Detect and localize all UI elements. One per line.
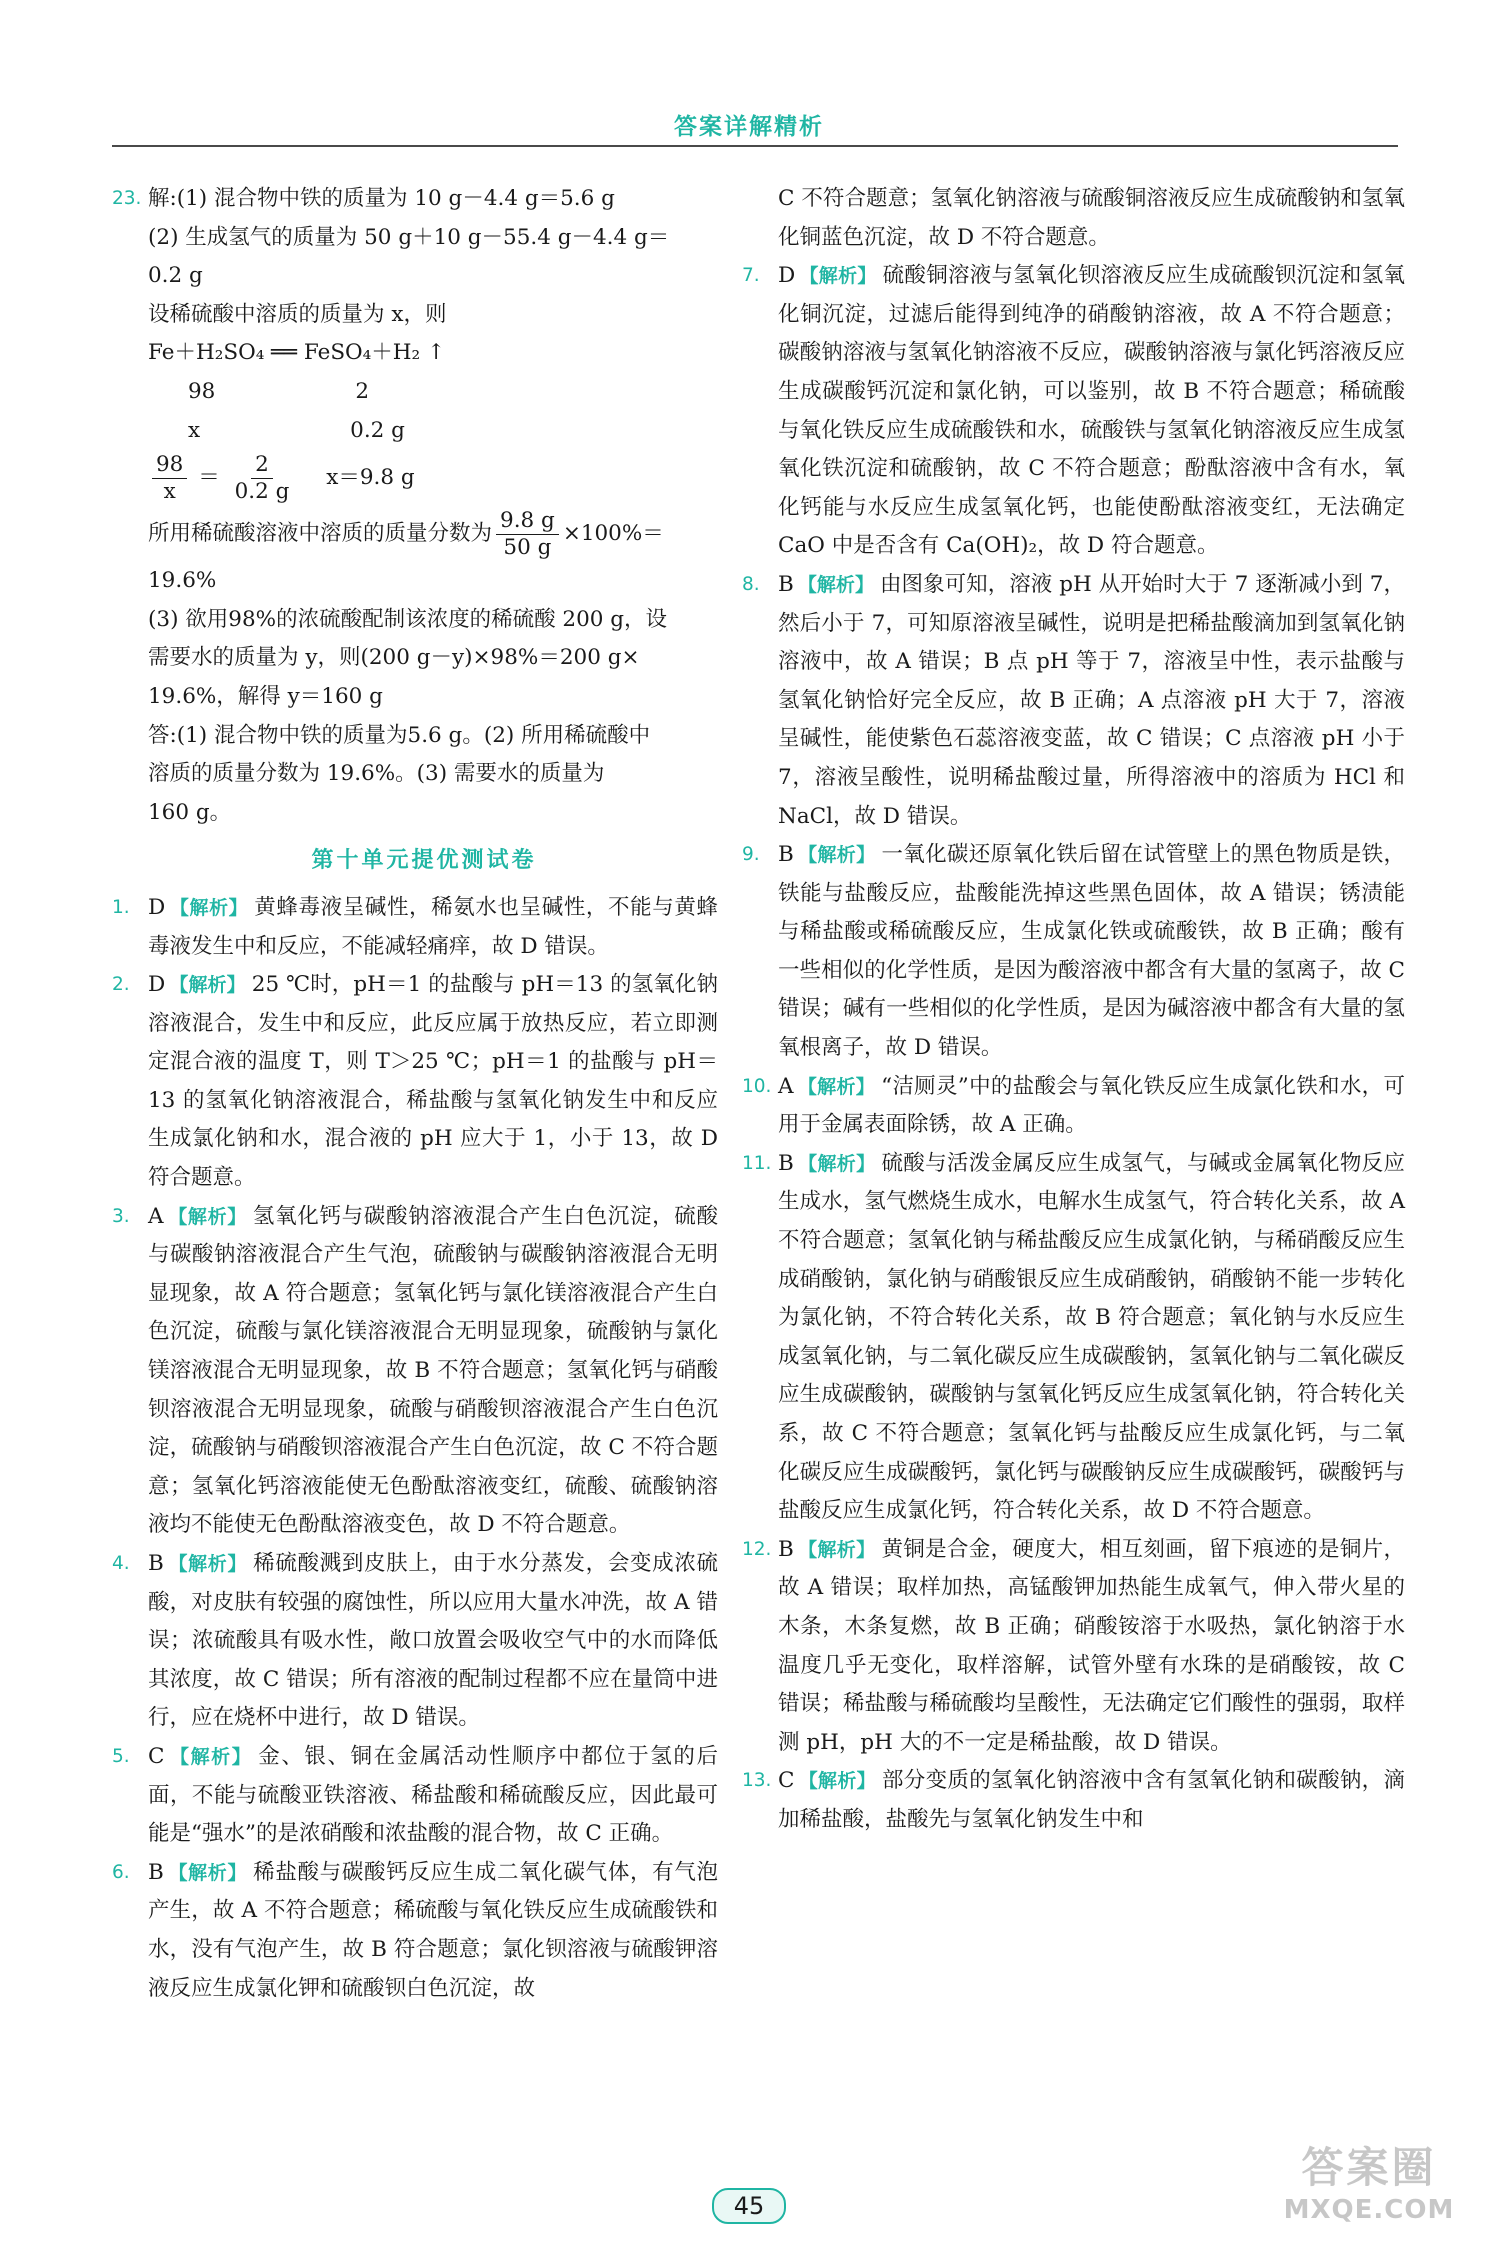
analysis-text: 一氧化碳还原氧化铁后留在试管壁上的黑色物质是铁，铁能与盐酸反应，盐酸能洗掉这些黑色固体，故 A 错误；锈渍能与稀盐酸或稀硫酸反应，生成氯化铁或硫酸铁，故 B 正确；酸有一些相似的化学性质，是因为酸溶液中都含有大量的氢离子，故 C 错误；碱有一些相似的化学性质，是因为碱溶液中都含有大量的氢氧根离子，故 D 错误。 — [778, 842, 1405, 1061]
analysis-text: 黄蜂毒液呈碱性，稀氨水也呈碱性，不能与黄蜂毒液发生中和反应，不能减轻痛痒，故 D 错误。 — [148, 894, 718, 959]
analysis-text: 金、银、铜在金属活动性顺序中都位于氢的后面，不能与硫酸亚铁溶液、稀盐酸和稀硫酸反应，因此最可能是“强水”的是浓硝酸和浓盐酸的混合物，故 C 正确。 — [148, 1743, 718, 1847]
right-column — [742, 180, 1405, 1840]
analysis-text: 硫酸与活泼金属反应生成氢气，与碱或金属氧化物反应生成水，氢气燃烧生成水，电解水生成氢气，符合转化关系，故 A 不符合题意；氢氧化钠与稀盐酸反应生成氯化钠，与稀硝酸反应生成硝酸钠，氯化钠与硝酸银反应生成硝酸钠，硝酸钠不能一步转化为氯化钠，不符合转化关系，故 B 符合题意；氧化钠与水反应生成氢氧化钠，与二氧化碳反应生成碳酸钠，氢氧化钠与二氧化碳反应生成碳酸钠，碳酸钠与氢氧化钙反应生成氢氧化钠，符合转化关系，故 C 不符合题意；氢氧化钙与盐酸反应生成氯化钙，与二氧化碳反应生成碳酸钙，氯化钙与碳酸钠反应生成碳酸钙，碳酸钙与盐酸反应生成氯化钙，符合转化关系，故 D 不符合题意。 — [778, 1150, 1405, 1524]
question-number: 10. — [742, 1075, 772, 1097]
result: x＝9.8 g — [326, 465, 415, 491]
question-number: 7. — [742, 265, 760, 287]
question-number: 8. — [742, 573, 760, 595]
solution-line: (2) 生成氢气的质量为 50 g＋10 g－55.4 g－4.4 g＝ — [148, 224, 670, 250]
answer-letter: B — [778, 842, 794, 868]
analysis-tag: 【解析】 — [168, 1745, 253, 1768]
question-number: 13. — [742, 1770, 772, 1792]
analysis-tag: 【解析】 — [169, 896, 249, 919]
question-number: 11. — [742, 1152, 772, 1174]
answer-item — [742, 1068, 1405, 1145]
answer-letter: B — [778, 1536, 794, 1562]
question-number: 23. — [112, 188, 142, 209]
analysis-tag: 【解析】 — [167, 1553, 248, 1575]
answer-letter: A — [148, 1203, 164, 1229]
question-number: 6. — [112, 1861, 130, 1883]
ratio-row — [148, 373, 718, 412]
answer-item — [112, 889, 718, 966]
question-number: 4. — [112, 1553, 130, 1574]
question-number: 12. — [742, 1538, 772, 1560]
answer-letter: D — [148, 972, 166, 998]
analysis-text: C 不符合题意；氢氧化钠溶液与硫酸铜溶液反应生成硫酸钠和氢氧化铜蓝色沉淀，故 D 不符合题意。 — [778, 186, 1405, 250]
solution-line: 设稀硫酸中溶质的质量为 x，则 — [148, 301, 447, 327]
fraction: $\frac{2}{0.2 g}$ — [234, 451, 290, 504]
analysis-text: 稀硫酸溅到皮肤上，由于水分蒸发，会变成浓硫酸，对皮肤有较强的腐蚀性，所以应用大量水冲洗，故 A 错误；浓硫酸具有吸水性，敞口放置会吸收空气中的水而降低其浓度，故 C 错误；所有溶液的配制过程都不应在量筒中进行，应在烧杯中进行，故 D 错误。 — [148, 1551, 718, 1731]
answer-letter: D — [778, 263, 796, 289]
answer-letter: C — [778, 1768, 795, 1794]
answer-letter: C — [148, 1743, 165, 1769]
analysis-tag: 【解析】 — [798, 1770, 876, 1793]
watermark-bottom: MXQE.COM — [1283, 2195, 1455, 2225]
analysis-tag: 【解析】 — [167, 1861, 248, 1884]
q23-solution — [112, 180, 718, 832]
answer-item — [742, 566, 1405, 836]
solution-line: 答:(1) 混合物中铁的质量为5.6 g。(2) 所用稀硫酸中 — [148, 722, 651, 748]
question-number: 1. — [112, 896, 130, 918]
ratio-row — [148, 412, 718, 451]
answer-item — [112, 1545, 718, 1738]
ratio-value: 2 — [355, 378, 370, 404]
answer-item — [742, 1531, 1405, 1763]
question-number: 5. — [112, 1745, 130, 1767]
analysis-tag: 【解析】 — [167, 1205, 247, 1228]
analysis-tag: 【解析】 — [797, 1152, 876, 1175]
question-number: 2. — [112, 974, 130, 996]
fraction: $\frac{98}{x}$ — [152, 452, 187, 505]
page-number-badge: 45 — [712, 2188, 787, 2224]
analysis-tag: 【解析】 — [797, 844, 876, 867]
watermark-logo — [1264, 2135, 1474, 2235]
answer-item — [742, 1762, 1405, 1839]
analysis-tag: 【解析】 — [799, 265, 877, 288]
answer-item — [112, 1198, 718, 1545]
answer-letter: A — [778, 1073, 794, 1099]
answer-item — [742, 1145, 1405, 1531]
answer-letter: B — [778, 1150, 794, 1176]
chemical-equation: Fe＋H₂SO₄ ══ FeSO₄＋H₂ ↑ — [148, 340, 446, 366]
solution-line: 溶质的质量分数为 19.6%。(3) 需要水的质量为 — [148, 761, 605, 787]
question-number: 3. — [112, 1205, 130, 1227]
ratio-value: 0.2 g — [350, 417, 405, 443]
analysis-text: 由图象可知，溶液 pH 从开始时大于 7 逐渐减小到 7，然后小于 7，可知原溶液呈碱性，说明是把稀盐酸滴加到氢氧化钠溶液中，故 A 错误；B 点 pH 等于 7，溶液呈中性，表示盐酸与氢氧化钠恰好完全反应，故 B 正确；A 点溶液 pH 大于 7，溶液呈碱性，能使紫色石蕊溶液变蓝，故 C 错误；C 点溶液 pH 小于 7，溶液呈酸性，说明稀盐酸过量，所得溶液中的溶质为 HCl 和 NaCl，故 D 错误。 — [778, 571, 1405, 829]
solution-line: 0.2 g — [148, 263, 203, 289]
analysis-text: “洁厕灵”中的盐酸会与氧化铁反应生成氯化铁和水，可用于金属表面除锈，故 A 正确。 — [778, 1073, 1405, 1138]
solution-line: 19.6% — [148, 568, 217, 594]
watermark-top: 答案圈 — [1301, 2143, 1437, 2192]
analysis-text: 稀盐酸与碳酸钙反应生成二氧化碳气体，有气泡产生，故 A 不符合题意；稀硫酸与氧化铁反应生成硫酸铁和水，没有气泡产生，故 B 符合题意；氯化钡溶液与硫酸钾溶液反应生成氯化钾和硫酸钡白色沉淀，故 — [148, 1859, 718, 2001]
percent-line: 所用稀硫酸溶液中溶质的质量分数为 $\frac{9.8 g}{50 g}$ ×100%＝ — [148, 507, 664, 560]
solution-line: 解:(1) 混合物中铁的质量为 10 g－4.4 g＝5.6 g — [148, 186, 615, 211]
answer-item — [112, 966, 718, 1198]
answer-item — [742, 257, 1405, 566]
continued-text — [760, 180, 1405, 257]
analysis-tag: 【解析】 — [797, 1075, 876, 1098]
answer-item — [742, 836, 1405, 1068]
answer-letter: B — [148, 1551, 164, 1576]
solution-line: 160 g。 — [148, 799, 232, 825]
analysis-text: 25 ℃时，pH＝1 的盐酸与 pH＝13 的氢氧化钠溶液混合，发生中和反应，此反应属于放热反应，若立即测定混合液的温度 T，则 T＞25 ℃；pH＝1 的盐酸与 pH＝13 的氢氧化钠溶液混合，稀盐酸与氢氧化钠发生中和反应生成氯化钠和水，混合液的 pH 应大于 1，小于 13，故 D 符合题意。 — [148, 972, 718, 1191]
ratio-value: 98 — [188, 378, 216, 404]
header-divider — [112, 145, 1398, 147]
section-title: 第十单元提优测试卷 — [311, 848, 537, 874]
analysis-tag: 【解析】 — [797, 1538, 876, 1561]
ratio-value: x — [188, 417, 201, 443]
solution-line: 19.6%，解得 y＝160 g — [148, 683, 383, 709]
analysis-tag: 【解析】 — [797, 573, 875, 596]
fraction: $\frac{9.8 g}{50 g}$ — [496, 508, 559, 561]
left-column — [112, 180, 718, 2008]
solution-line: (3) 欲用98%的浓硫酸配制该浓度的稀硫酸 200 g，设 — [148, 606, 668, 632]
answer-item — [112, 1854, 718, 2008]
answer-letter: D — [148, 894, 166, 920]
analysis-tag: 【解析】 — [169, 974, 246, 997]
answer-letter: B — [148, 1859, 164, 1885]
analysis-text: 部分变质的氢氧化钠溶液中含有氢氧化钠和碳酸钠，滴加稀盐酸，盐酸先与氢氧化钠发生中和 — [778, 1768, 1405, 1832]
proportion-equation: $\frac{98}{x}$ ＝ $\frac{2}{0.2 g}$ x＝9.8 g — [148, 450, 718, 506]
analysis-text: 黄铜是合金，硬度大，相互刻画，留下痕迹的是铜片，故 A 错误；取样加热，高锰酸钾加热能生成氧气，伸入带火星的木条，木条复燃，故 B 正确；硝酸铵溶于水吸热，氯化钠溶于水温度几乎无变化，取样溶解，试管外壁有水珠的是硝酸铵，故 C 错误；稀盐酸与稀硫酸均呈酸性，无法确定它们酸性的强弱，取样测 pH，pH 大的不一定是稀盐酸，故 D 错误。 — [778, 1536, 1405, 1755]
analysis-text: 硫酸铜溶液与氢氧化钡溶液反应生成硫酸钡沉淀和氢氧化铜沉淀，过滤后能得到纯净的硝酸钠溶液，故 A 不符合题意；碳酸钠溶液与氢氧化钠溶液不反应，碳酸钠溶液与氯化钙溶液反应生成碳酸钙沉淀和氯化钠，可以鉴别，故 B 不符合题意；稀硫酸与氧化铁反应生成硫酸铁和水，硫酸铁与氢氧化钠溶液反应生成氢氧化铁沉淀和硫酸钠，故 C 不符合题意；酚酞溶液中含有水，氧化钙能与水反应生成氢氧化钙，也能使酚酞溶液变红，无法确定 CaO 中是否含有 Ca(OH)₂，故 D 符合题意。 — [778, 263, 1405, 559]
answer-letter: B — [778, 571, 794, 597]
solution-line: 需要水的质量为 y，则(200 g－y)×98%＝200 g× — [148, 645, 640, 671]
analysis-text: 氢氧化钙与碳酸钠溶液混合产生白色沉淀，硫酸与碳酸钠溶液混合产生气泡，硫酸钠与碳酸钠溶液混合无明显现象，故 A 符合题意；氢氧化钙与氯化镁溶液混合产生白色沉淀，硫酸与氯化镁溶液混合无明显现象，硫酸钠与氯化镁溶液混合无明显现象，故 B 不符合题意；氢氧化钙与硝酸钡溶液混合无明显现象，硫酸与硝酸钡溶液混合产生白色沉淀，硫酸钠与硝酸钡溶液混合产生白色沉淀，故 C 不符合题意；氢氧化钙溶液能使无色酚酞溶液变红，硫酸、硫酸钠溶液均不能使无色酚酞溶液变色，故 D 不符合题意。 — [148, 1203, 718, 1538]
answer-item — [112, 1738, 718, 1854]
question-number: 9. — [742, 844, 760, 866]
header-title: 答案详解精析 — [674, 114, 824, 140]
